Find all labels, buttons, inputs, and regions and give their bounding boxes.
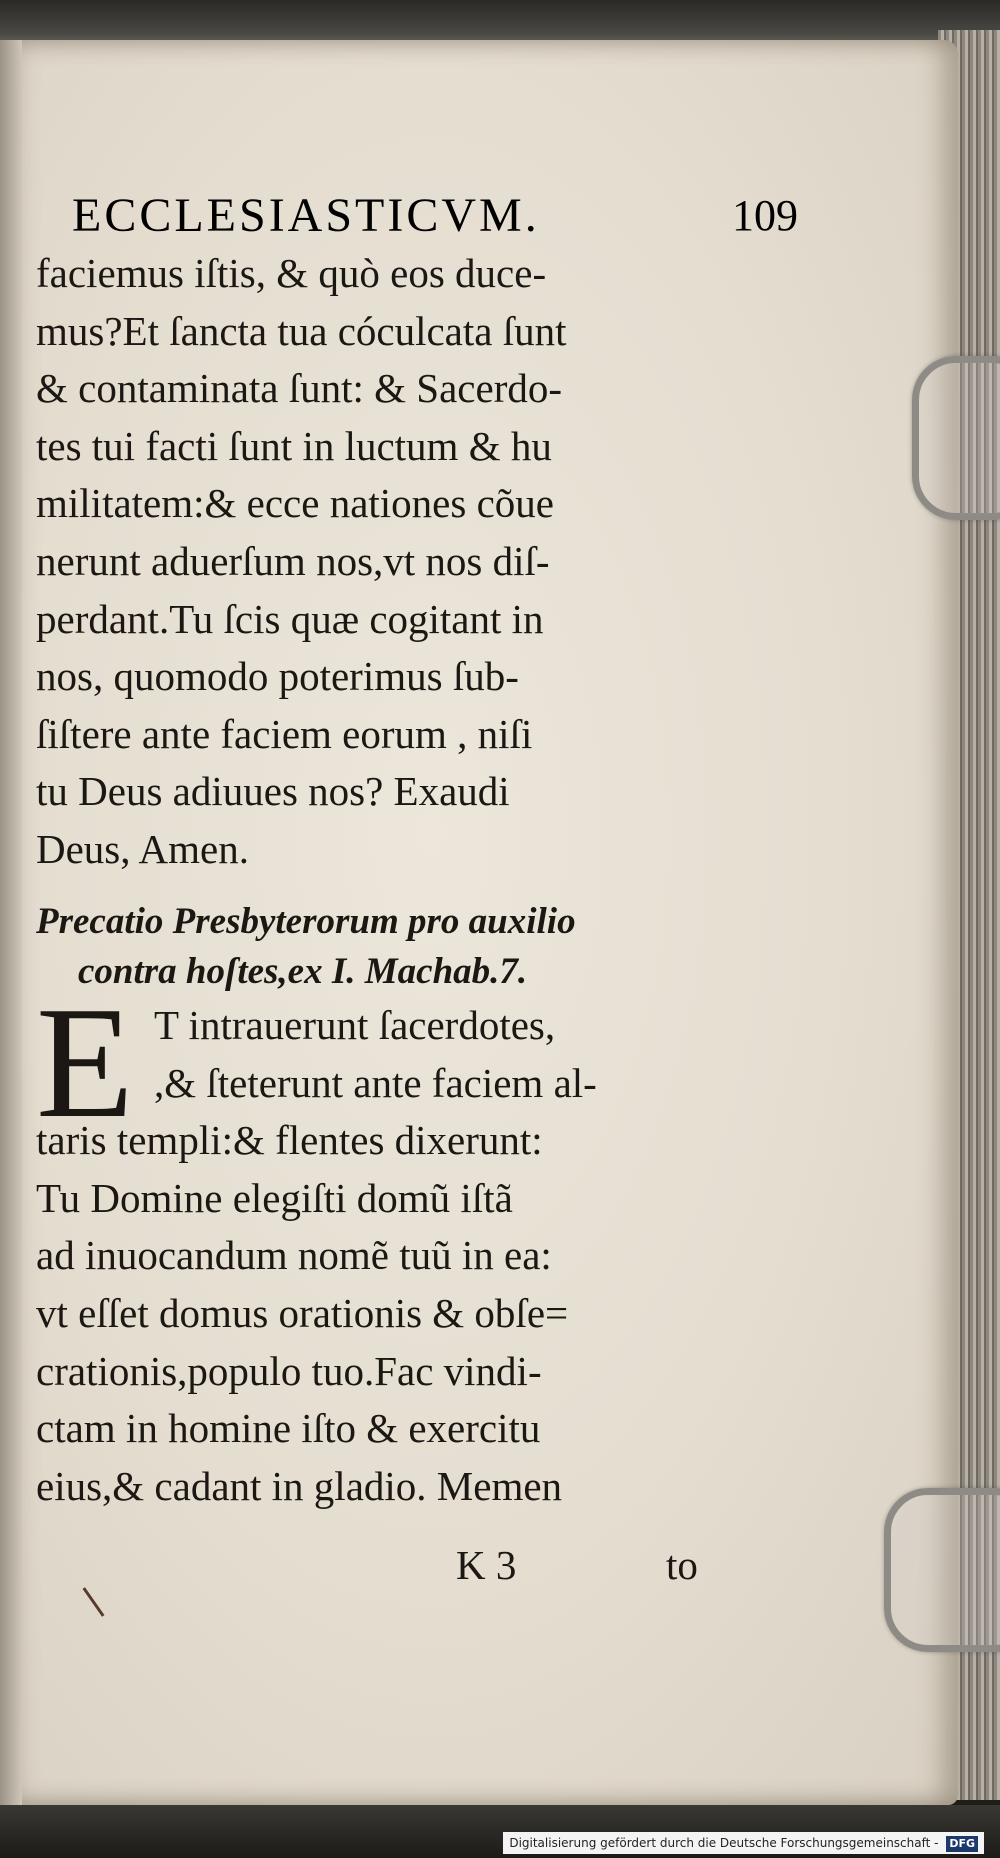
page-clip-top (912, 356, 1000, 520)
catchword: to (666, 1542, 698, 1588)
book-gutter (0, 40, 22, 1805)
heading-line: Precatio Presbyterorum pro auxilio (36, 901, 576, 942)
text-line: crationis,populo tuo.Fac vindi- (36, 1347, 542, 1394)
text-line: vt eſſet domus orationis & obſe= (36, 1289, 569, 1336)
text-line: ctam in homine iſto & exercitu (36, 1405, 541, 1452)
text-line: nerunt aduerſum nos,vt nos diſ- (36, 537, 550, 584)
page-number: 109 (732, 191, 798, 240)
dfg-logo: DFG (946, 1836, 978, 1852)
drop-cap: E (36, 973, 134, 1151)
running-title: ECCLESIASTICVM. (72, 189, 540, 242)
digitization-credit (503, 1832, 984, 1854)
text-line: nos, quomodo poterimus ſub- (36, 653, 519, 700)
page-clip-bottom (884, 1488, 1000, 1652)
text-line: T intrauerunt ſacerdotes, (154, 1002, 556, 1048)
text-line: eius,& cadant in gladio. Memen (36, 1462, 563, 1509)
text-line: faciemus iſtis, & quò eos duce- (36, 250, 547, 296)
text-line: Tu Domine elegiſti domũ iſtã (36, 1174, 513, 1221)
section-heading (36, 897, 736, 997)
text-line: militatem:& ecce nationes cõue (36, 480, 554, 527)
running-head (72, 188, 798, 248)
text-line: tes tui facti ſunt in luctum & hu (36, 422, 552, 469)
text-line: ſiſtere ante faciem eorum , niſi (36, 710, 533, 757)
scan-bottom-strip (0, 1805, 1000, 1858)
body-text (36, 245, 736, 879)
section-text (36, 973, 736, 1515)
text-line: ,& ſteterunt ante faciem al- (154, 1059, 597, 1106)
text-line: mus?Et ſancta tua cóculcata ſunt (36, 307, 567, 354)
text-line: Deus, Amen. (36, 825, 249, 872)
text-line: & contaminata ſunt: & Sacerdo- (36, 365, 563, 412)
signature-mark: K 3 (456, 1542, 517, 1588)
text-line: tu Deus adiuues nos? Exaudi (36, 768, 510, 815)
credit-text: Digitalisierung gefördert durch die Deutsche Forschungsgemeinschaft - (509, 1836, 939, 1850)
text-line: ad inuocandum nomẽ tuũ in ea: (36, 1232, 552, 1279)
text-line: taris templi:& flentes dixerunt: (36, 1117, 543, 1164)
text-line: perdant.Tu ſcis quæ cogitant in (36, 595, 544, 642)
heading-line: contra hoſtes,ex I. Machab.7. (78, 951, 528, 992)
